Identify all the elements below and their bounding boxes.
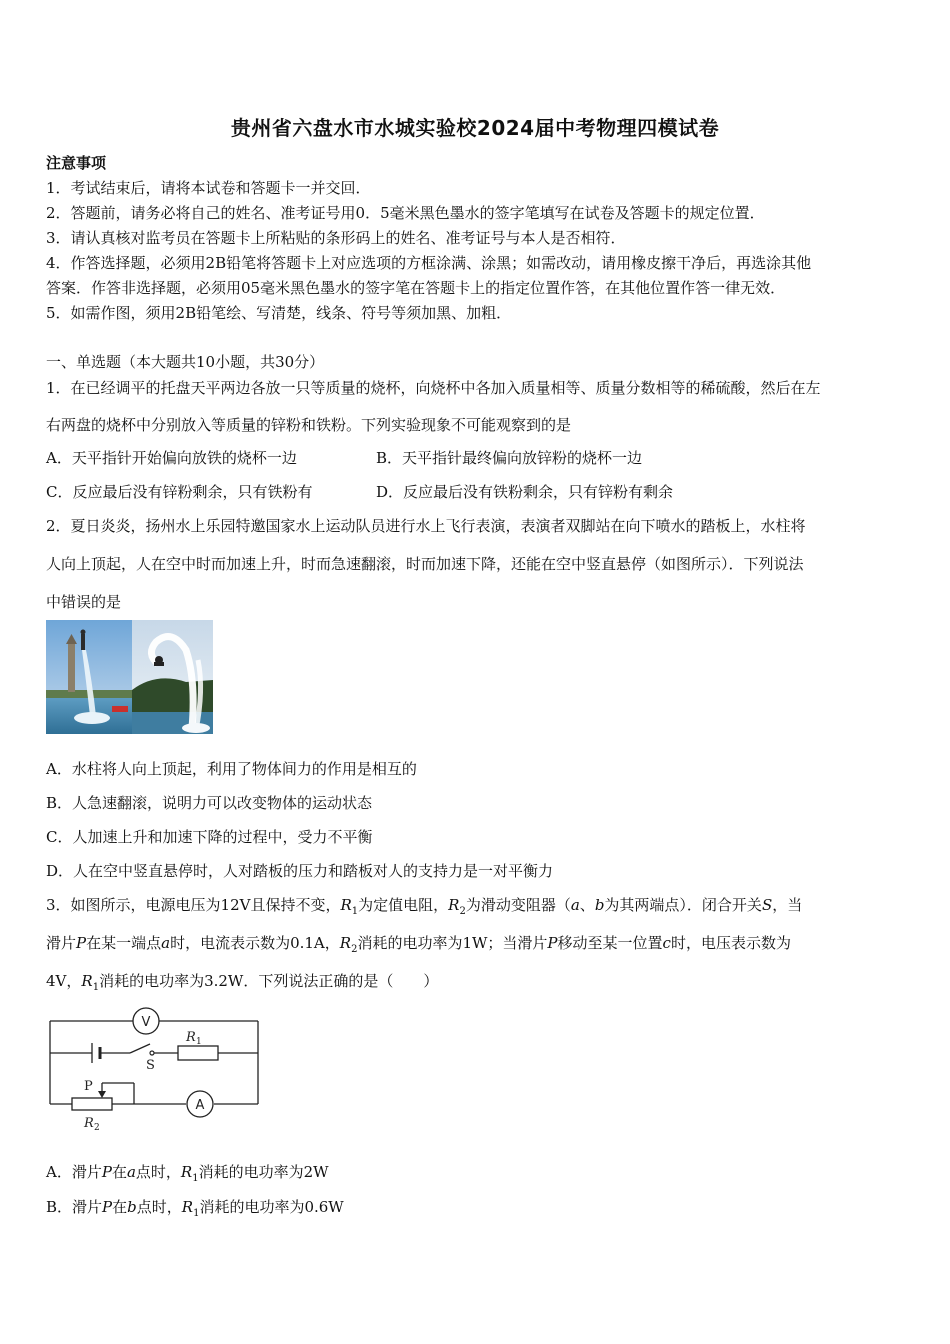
notice-item: 答案．作答非选择题，必须用05毫米黑色墨水的签字笔在答题卡上的指定位置作答，在其他位置作答一律无效． bbox=[46, 279, 786, 297]
question-2-stem: 人向上顶起，人在空中时而加速上升，时而急速翻滚，时而加速下降，还能在空中竖直悬停（如图所示）．下列说法 bbox=[46, 555, 804, 573]
question-2-option-c: C．人加速上升和加速下降的过程中，受力不平衡 bbox=[46, 828, 373, 846]
question-3-stem: 3．如图所示，电源电压为12V且保持不变，$R_1$为定值电阻，$R_2$为滑动变阻器（a、b为其两端点）．闭合开关S，当 bbox=[46, 896, 803, 917]
question-2-option-b: B．人急速翻滚，说明力可以改变物体的运动状态 bbox=[46, 794, 373, 812]
slider-arrow bbox=[98, 1091, 106, 1098]
question-3-stem: 滑片P在某一端点a时，电流表示数为0.1A，$R_2$消耗的电功率为1W；当滑片P移动至某一位置c时，电压表示数为 bbox=[46, 934, 791, 955]
ammeter-label: A bbox=[195, 1098, 205, 1113]
question-2-stem: 2．夏日炎炎，扬州水上乐园特邀国家水上运动队员进行水上飞行表演，表演者双脚站在向下喷水的踏板上，水柱将 bbox=[46, 517, 806, 535]
notice-heading: 注意事项 bbox=[46, 154, 107, 172]
notice-item: 2．答题前，请务必将自己的姓名、准考证号用0．5毫米黑色墨水的签字笔填写在试卷及答题卡的规定位置． bbox=[46, 204, 765, 222]
section-heading: 一、单选题（本大题共10小题，共30分） bbox=[46, 353, 325, 371]
question-1-option-d: D．反应最后没有铁粉剩余，只有锌粉有剩余 bbox=[376, 483, 674, 501]
question-1-option-a: A．天平指针开始偏向放铁的烧杯一边 bbox=[46, 449, 297, 467]
voltmeter-label: V bbox=[141, 1015, 151, 1030]
r1-sub-label: 1 bbox=[196, 1037, 202, 1047]
switch-contact bbox=[150, 1051, 154, 1055]
question-1-stem: 1．在已经调平的托盘天平两边各放一只等质量的烧杯，向烧杯中各加入质量相等、质量分数相等的稀硫酸，然后在左 bbox=[46, 379, 821, 397]
circuit-diagram bbox=[46, 1003, 266, 1133]
question-3-option-b: B．滑片P在b点时，$R_1$消耗的电功率为0.6W bbox=[46, 1198, 344, 1219]
question-1-stem: 右两盘的烧杯中分别放入等质量的锌粉和铁粉。下列实验现象不可能观察到的是 bbox=[46, 416, 572, 434]
question-2-stem: 中错误的是 bbox=[46, 593, 122, 611]
question-3-stem: 4V，$R_1$消耗的电功率为3.2W．下列说法正确的是（ ） bbox=[46, 972, 439, 993]
question-1-option-b: B．天平指针最终偏向放锌粉的烧杯一边 bbox=[376, 449, 643, 467]
notice-item: 5．如需作图，须用2B铅笔绘、写清楚，线条、符号等须加黑、加粗． bbox=[46, 304, 512, 322]
slider-label: P bbox=[84, 1079, 93, 1094]
notice-item: 4．作答选择题，必须用2B铅笔将答题卡上对应选项的方框涂满、涂黑；如需改动，请用橡皮擦干净后，再选涂其他 bbox=[46, 254, 812, 272]
water-jetpack-photo bbox=[46, 620, 213, 734]
question-3-option-a: A．滑片P在a点时，$R_1$消耗的电功率为2W bbox=[46, 1163, 329, 1184]
switch-label: S bbox=[146, 1058, 155, 1073]
page-title: 贵州省六盘水市水城实验校2024届中考物理四模试卷 bbox=[230, 116, 720, 140]
question-2-option-a: A．水柱将人向上顶起，利用了物体间力的作用是相互的 bbox=[46, 760, 417, 778]
r2-label: R bbox=[84, 1116, 94, 1131]
r1-label: R bbox=[186, 1030, 196, 1045]
question-1-option-c: C．反应最后没有锌粉剩余，只有铁粉有 bbox=[46, 483, 313, 501]
question-2-option-d: D．人在空中竖直悬停时，人对踏板的压力和踏板对人的支持力是一对平衡力 bbox=[46, 862, 554, 880]
r2-sub-label: 2 bbox=[94, 1123, 100, 1133]
notice-item: 3．请认真核对监考员在答题卡上所粘贴的条形码上的姓名、准考证号与本人是否相符． bbox=[46, 229, 626, 247]
notice-item: 1．考试结束后，请将本试卷和答题卡一并交回． bbox=[46, 179, 371, 197]
